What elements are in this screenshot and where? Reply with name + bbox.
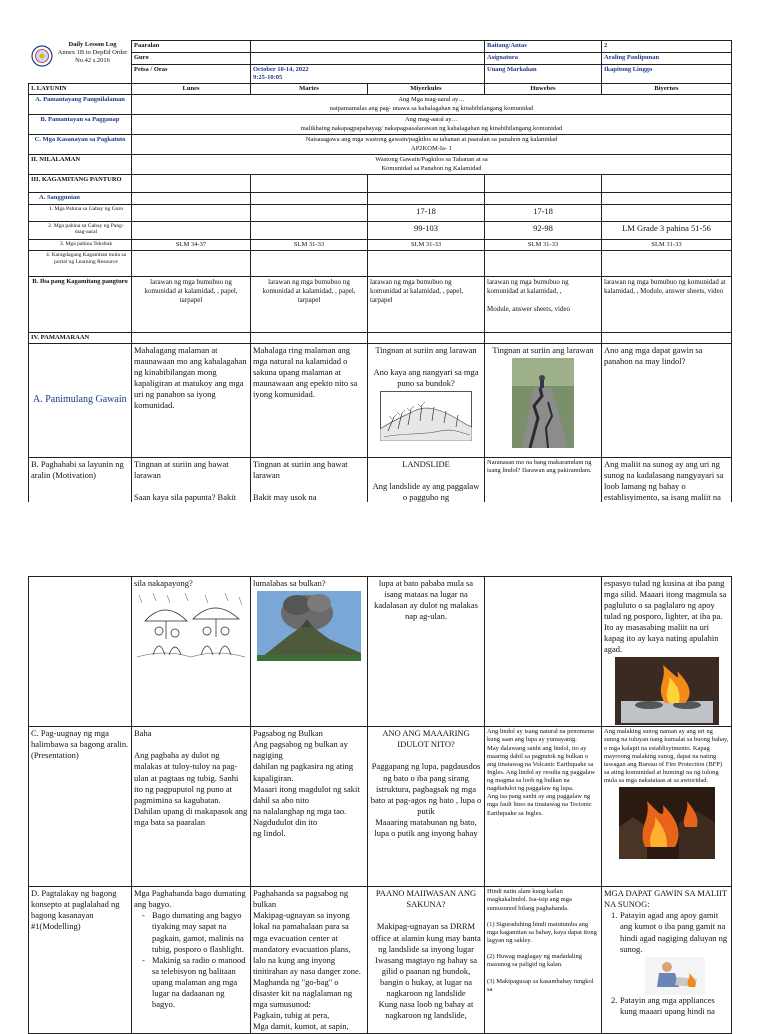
deped-seal-icon xyxy=(31,45,53,67)
landslide-sketch-image xyxy=(380,391,472,441)
empty-cell xyxy=(602,193,732,204)
empty-cell xyxy=(132,175,251,193)
section-layunin: I. LAYUNIN xyxy=(29,84,132,95)
header-block xyxy=(29,41,132,84)
annex-label: Annex 1B to DepEd Order xyxy=(57,48,128,56)
iba-pang-kagamitan-value[interactable]: larawan ng mga bumubuo ng komunidad at kalamidad, , papel, tarpapel xyxy=(132,276,251,332)
baitang-label: Baitang/Antas xyxy=(485,41,602,53)
sunog-item xyxy=(611,910,729,954)
paaralan-value[interactable] xyxy=(251,41,485,53)
page-gap xyxy=(0,502,768,576)
markahan-value[interactable]: Ikapitong Linggo xyxy=(602,65,732,84)
panimulang-gawain-value[interactable]: Ano ang mga dapat gawin sa panahon na may lindol? xyxy=(602,343,732,457)
text-line: Ang mag-aaral ay… xyxy=(404,116,459,124)
teksbuk-value[interactable]: SLM 31-33 xyxy=(485,239,602,250)
empty-cell xyxy=(485,175,602,193)
empty-cell xyxy=(251,332,368,343)
paghahabi-value[interactable]: Tingnan at suriin ang bawat larawan Saan kaya sila papunta? Bakit xyxy=(132,457,251,504)
empty-cell[interactable] xyxy=(602,250,732,276)
markahan-label: Unang Markahan xyxy=(485,65,602,84)
pagtalakay-value[interactable]: PAANO MAIIWASAN ANG SAKUNA? Makipag-ugnayan sa DRRM office at alamin kung may banta ng landslide sa inyong lugar Iwasang magtayo ng bahay sa gilid o paanan ng bundok, bangin o hukay, at lugar na nagkaroon ng landslide Kung nasa loob ng bahay at nagkaroon ng landslide, xyxy=(368,887,485,1034)
teksbuk-value[interactable]: SLM 31-33 xyxy=(368,239,485,250)
pagtalakay-value: Mga Paghahanda bago dumating ang bagyo. xyxy=(134,888,246,910)
empty-cell xyxy=(485,193,602,204)
pagtalakay-value[interactable]: Paghahanda sa pagsabog ng bulkan Makipag-ugnayan sa inyong lokal na pamahalaan para sa mga evacuation center at mandatory evacuation plans, lalo na kung ang inyong tinitirahan ay nasa danger zone. Maghanda ng "go-bag" o disaster kit na naglalaman ng mga sumusunod: Pagkain, tubig at pera, Mga damit, kumot, at sapin, xyxy=(251,887,368,1034)
empty-cell[interactable] xyxy=(251,250,368,276)
petsa-label: Petsa / Oras xyxy=(132,65,251,84)
empty-cell xyxy=(485,332,602,343)
karagdagang-kagamitan-label: 4. Karagdagang Kagamitan mula sa portal ng Learning Resource xyxy=(29,250,132,276)
bago-item xyxy=(142,910,248,954)
dll-title: Daily Lesson Log xyxy=(68,40,117,48)
panimulang-gawain-cell[interactable] xyxy=(368,343,485,457)
pamantayang-pangnilalaman-value[interactable] xyxy=(132,95,732,115)
paghahabi-cont-value[interactable]: lupa at bato pababa mula sa isang mataas na lugar na kadalasan ay dulot ng malakas nap ag-ulan. xyxy=(368,577,485,727)
empty-cell[interactable] xyxy=(132,250,251,276)
nilalaman-value[interactable] xyxy=(132,155,732,175)
paghahabi-value[interactable]: Ang maliit na sunog ay ang uri ng sunog na kadalasang nangyayari sa loob lamang ng bahay o establisyimento, sa isang maliit na xyxy=(602,457,732,504)
sunog-list xyxy=(604,910,729,1016)
paghahabi-cont-value: sila nakapayong? xyxy=(134,578,193,588)
text-line: Wastong Gawain/Pagkilos sa Tahanan at sa xyxy=(375,156,488,164)
iba-pang-kagamitan-value[interactable]: larawan ng mga bumubuo ng komunidad at kalamidad, , Module, answer sheets, video xyxy=(485,276,602,332)
day-header: Miyerkules xyxy=(368,84,485,95)
empty-cell xyxy=(251,193,368,204)
petsa-value[interactable] xyxy=(251,65,485,84)
deped-order-label: No.42 s.2016 xyxy=(75,56,110,64)
paghahabi-cont-cell[interactable] xyxy=(251,577,368,727)
sanggunian-label: A. Sanggunian xyxy=(29,193,132,204)
gabay-ng-guro-value[interactable]: 17-18 xyxy=(485,204,602,221)
gabay-pang-mag-aaral-value[interactable]: 99-103 xyxy=(368,221,485,239)
gabay-pang-mag-aaral-value[interactable]: 92-98 xyxy=(485,221,602,239)
dll-table-page2 xyxy=(28,576,732,1034)
paghahabi-cont-cell[interactable] xyxy=(132,577,251,727)
gabay-pang-mag-aaral-value[interactable] xyxy=(251,221,368,239)
bago-item xyxy=(142,954,248,1010)
list-number: 2. xyxy=(611,994,618,1005)
row-label-panimulang-gawain: A. Panimulang Gawain xyxy=(29,343,132,457)
teksbuk-value[interactable]: SLM 31-33 xyxy=(251,239,368,250)
row-label-pagtalakay: D. Pagtalakay ng bagong konsepto at paglalahad ng bagong kasanayan #1(Modelling) xyxy=(29,887,132,1034)
gabay-ng-guro-value[interactable] xyxy=(251,204,368,221)
row-label-pamantayang-pangnilalaman: A. Pamantayang Pangnilalaman xyxy=(29,95,132,115)
empty-cell xyxy=(132,193,251,204)
pag-uugnay-value[interactable]: Baha Ang pagbaha ay dulot ng malakas at tuloy-tuloy na pag-ulan at pagtaas ng tubig. Sanhi ito ng pagpuputol ng puno at pagmimina sa kagubatan. Dahilan upang di makapasok ang mga bata sa paaralan xyxy=(132,727,251,887)
empty-cell xyxy=(368,193,485,204)
paghahabi-value[interactable]: Tingnan at suriin ang bawat larawan Bakit may usok na xyxy=(251,457,368,504)
row-label-pag-uugnay: C. Pag-uugnay ng mga halimbawa sa bagong aralin.(Presentation) xyxy=(29,727,132,887)
paghahabi-cont-value[interactable] xyxy=(485,577,602,727)
empty-cell xyxy=(368,175,485,193)
continued-label-cell xyxy=(29,577,132,727)
gabay-pang-mag-aaral-label: 2. Mga pahina sa Gabay ng Pang-mag-aaral xyxy=(29,221,132,239)
empty-cell xyxy=(251,175,368,193)
petsa-date: October 10-14, 2022 xyxy=(253,66,309,73)
empty-cell xyxy=(602,175,732,193)
pag-uugnay-value[interactable]: Ang lindol ay isang natural na penomena kung saan ang lupa ay yumayanig. May dalawang sanhi ang lindol, ito ay maaring dahil sa pagputok ng bulkan o ang tinatawag na Volcanic Earthquake sa Ingles. Ang lindol ay resulta ng paggalaw ng magma sa loob ng bulkan na nagdudulot ng paggalaw ng lupa. Ang isa pang sanhi ay ang paggalaw ng mga fault lines na tinatawag na Tectonic Earthquake sa Ingles. xyxy=(485,727,602,887)
day-header: Huwebes xyxy=(485,84,602,95)
gabay-ng-guro-value[interactable]: 17-18 xyxy=(368,204,485,221)
panimulang-gawain-value: Tingnan at suriin ang larawan xyxy=(492,344,594,355)
dash-bullet: - xyxy=(142,910,145,921)
paghahabi-cont-cell[interactable] xyxy=(602,577,732,727)
text-line: Komunidad sa Panahon ng Kalamidad xyxy=(381,164,482,172)
sunog-item-text: Patayin ang mga appliances kung maaari upang hindi na xyxy=(620,994,715,1016)
empty-cell xyxy=(602,332,732,343)
panimulang-gawain-value[interactable]: Mahalagang malaman at maunawaan mo ang kahalagahan ng kinabibilangan mong kapaligiran at matukoy ang mga uri ng panahon sa iyong komunidad. xyxy=(132,343,251,457)
iba-pang-kagamitan-label: B. Iba pang Kagamitang pangturo xyxy=(29,276,132,332)
kitchen-stove-fire-image xyxy=(615,657,719,725)
text-line: Ang Mga mag-aaral ay… xyxy=(398,96,465,104)
section-nilalaman: II. NILALAMAN xyxy=(29,155,132,175)
day-header: Biyernes xyxy=(602,84,732,95)
pag-uugnay-value[interactable]: ANO ANG MAAARING IDULOT NITO? Paggapang ng lupa, pagdausdos ng bato o iba pang sirang istruktura, pagbagsak ng mga bato at pag-agos ng bato , lupa o putik Maaaring matabunan ng bato, lupa o putik ang inyong bahay xyxy=(368,727,485,887)
gabay-pang-mag-aaral-value[interactable] xyxy=(132,221,251,239)
kasanayan-value[interactable] xyxy=(132,135,732,155)
text-line: malikhaing nakapagpapahayag/ nakapagsasalarawan ng kahalagahan ng kinabibilangang komunidad xyxy=(300,124,563,132)
pagtalakay-value[interactable]: Hindi natin alam kung kailan magkakalindol. Isa-isip ang mga sumusunod bilang paghahanda. (1) Siguraduhing hindi matutumba ang mga kagamitan sa bahay, kaya dapat itong lagyan ng sakley. (2) Huwag maglagay ng madadaling masunog sa paligid ng kalan. (3) Makipagusap sa kasambahay tungkol sa xyxy=(485,887,602,1034)
asignatura-label: Asignatura xyxy=(485,53,602,65)
earthquake-crack-image xyxy=(512,358,574,448)
dll-table-page1 xyxy=(28,40,732,505)
pag-uugnay-value: Ang malaking sunog naman ay ang uri ng sunog na tuluyan nang kumalat sa buong bahay, o mga kalapit na establisyimento. Kapag mayroong malaking sunog, dapat na nating tawagan ang Bureau of Fire Protection (BFP) sa ating komunidad at humingi na ng tulong mula sa mga nakatataas at sa awtoridad. xyxy=(604,728,729,785)
bago-item-text: Bago dumating ang bagyo tiyaking may sapat na pagkain, gamot, malinis na tubig, posporo o flashlight. xyxy=(152,910,244,954)
iba-pang-kagamitan-value[interactable]: larawan ng mga bumubuo ng komunidad at kalamidad, , papel, tarpapel xyxy=(251,276,368,332)
gabay-pang-mag-aaral-value[interactable]: LM Grade 3 pahina 51-56 xyxy=(602,221,732,239)
burning-houses-image xyxy=(619,787,715,859)
text-line: naipamamalas ang pag- unawa sa kahalagahan ng kinabibilangang komunidad xyxy=(329,104,534,112)
pag-uugnay-cell[interactable] xyxy=(602,727,732,887)
asignatura-value[interactable]: Araling Panlipunan xyxy=(602,53,732,65)
empty-cell[interactable] xyxy=(485,250,602,276)
paaralan-label: Paaralan xyxy=(132,41,251,53)
paghahabi-value[interactable]: Naranasan mo na bang makaramdam ng isang lindol? Ilarawan ang pakiramdam. xyxy=(485,457,602,504)
petsa-time: 9:25-10:05 xyxy=(253,74,283,82)
row-label-kasanayan: C. Mga Kasanayan sa Pagkatuto xyxy=(29,135,132,155)
empty-cell xyxy=(368,332,485,343)
iba-pang-kagamitan-value[interactable]: larawan ng mga bumubuo ng komunidad at kalamidad, , Module, answer sheets, video xyxy=(602,276,732,332)
paghahabi-value[interactable]: LANDSLIDE Ang landslide ay ang paggalaw o pagguho ng xyxy=(368,457,485,504)
teksbuk-value[interactable]: SLM 31-33 xyxy=(602,239,732,250)
panimulang-gawain-cell[interactable] xyxy=(485,343,602,457)
pagtalakay-value: MGA DAPAT GAWIN SA MALIIT NA SUNOG: xyxy=(604,888,727,910)
pamantayan-sa-pagganap-value[interactable] xyxy=(132,115,732,135)
pagtalakay-cell[interactable] xyxy=(132,887,251,1034)
guro-value[interactable] xyxy=(251,53,485,65)
panimulang-gawain-value[interactable]: Mahalaga ring malaman ang mga natural na kalamidad o sakuna upang malaman at maunawaan ang epekto nito sa iyong komunidad. xyxy=(251,343,368,457)
gabay-ng-guro-label: 1. Mga Pahina sa Gabay ng Guro xyxy=(29,204,132,221)
paghahabi-cont-value: espasyo tulad ng kusina at iba pang mga silid. Maaari itong magmula sa pagluluto o sa paglalaro ng apoy tulad ng posporo, lighter, at iba pa. Ito ay masasabing maliit na uri kapag ito ay kaya nating apulahin agad. xyxy=(604,578,727,655)
text-line: AP2KOM-Ia- 1 xyxy=(411,144,452,152)
bago-list xyxy=(134,910,248,1009)
sunog-item xyxy=(611,994,729,1017)
volcano-eruption-image xyxy=(257,591,361,661)
sunog-item-text: Patayin agad ang apoy gamit ang kumot o iba pang gamit na hindi agad nagiging daluyan ng sunog. xyxy=(620,910,728,954)
text-line: Naisasagawa ang mga wastong gawain/pagkilos sa tahanan at paaralan sa panahon ng kalamidad xyxy=(305,136,558,144)
baitang-value[interactable]: 2 xyxy=(602,41,732,53)
paghahabi-cont-value: lumalabas sa bulkan? xyxy=(253,578,326,588)
dash-bullet: - xyxy=(142,954,145,965)
teksbuk-value[interactable]: SLM 34-37 xyxy=(132,239,251,250)
empty-cell xyxy=(132,332,251,343)
gabay-ng-guro-value[interactable] xyxy=(602,204,732,221)
row-label-paghahabi: B. Paghahabi sa layunin ng aralin (Motivation) xyxy=(29,457,132,504)
empty-cell[interactable] xyxy=(368,250,485,276)
pag-uugnay-value[interactable]: Pagsabog ng Bulkan Ang pagsabog ng bulkan ay nagiging dahilan ng pagkasira ng ating kapaligiran. Maaari itong magdulot ng sakit dahil sa abo nito na nalalanghap ng mga tao. Nagdudulot din ito ng lindol. xyxy=(251,727,368,887)
panimulang-gawain-value: Tingnan at suriin ang larawan Ano kaya ang nangyari sa mga puno sa bundok? xyxy=(373,344,479,388)
gabay-ng-guro-value[interactable] xyxy=(132,204,251,221)
day-header: Martes xyxy=(251,84,368,95)
teksbuk-label: 3. Mga pahina Teksbuk xyxy=(29,239,132,250)
list-number: 1. xyxy=(611,910,618,921)
smothering-fire-image xyxy=(645,957,705,995)
section-kagamitan: III. KAGAMITANG PANTURO xyxy=(29,175,132,193)
row-label-pamantayan-sa-pagganap: B. Pamantayan sa Pagganap xyxy=(29,115,132,135)
bago-item-text: Makinig sa radio o manood sa telebisyon ng balitaan upang malaman ang mga lugar na dadaanan ng bagyo. xyxy=(152,954,246,1009)
iba-pang-kagamitan-value[interactable]: larawan ng mga bumubuo ng komunidad at kalamidad, , papel, tarpapel xyxy=(368,276,485,332)
pagtalakay-cell[interactable] xyxy=(602,887,732,1034)
guro-label: Guro xyxy=(132,53,251,65)
children-umbrella-rain-image xyxy=(135,591,247,659)
day-header: Lunes xyxy=(132,84,251,95)
section-pamamaraan: IV. PAMAMARAAN xyxy=(29,332,132,343)
